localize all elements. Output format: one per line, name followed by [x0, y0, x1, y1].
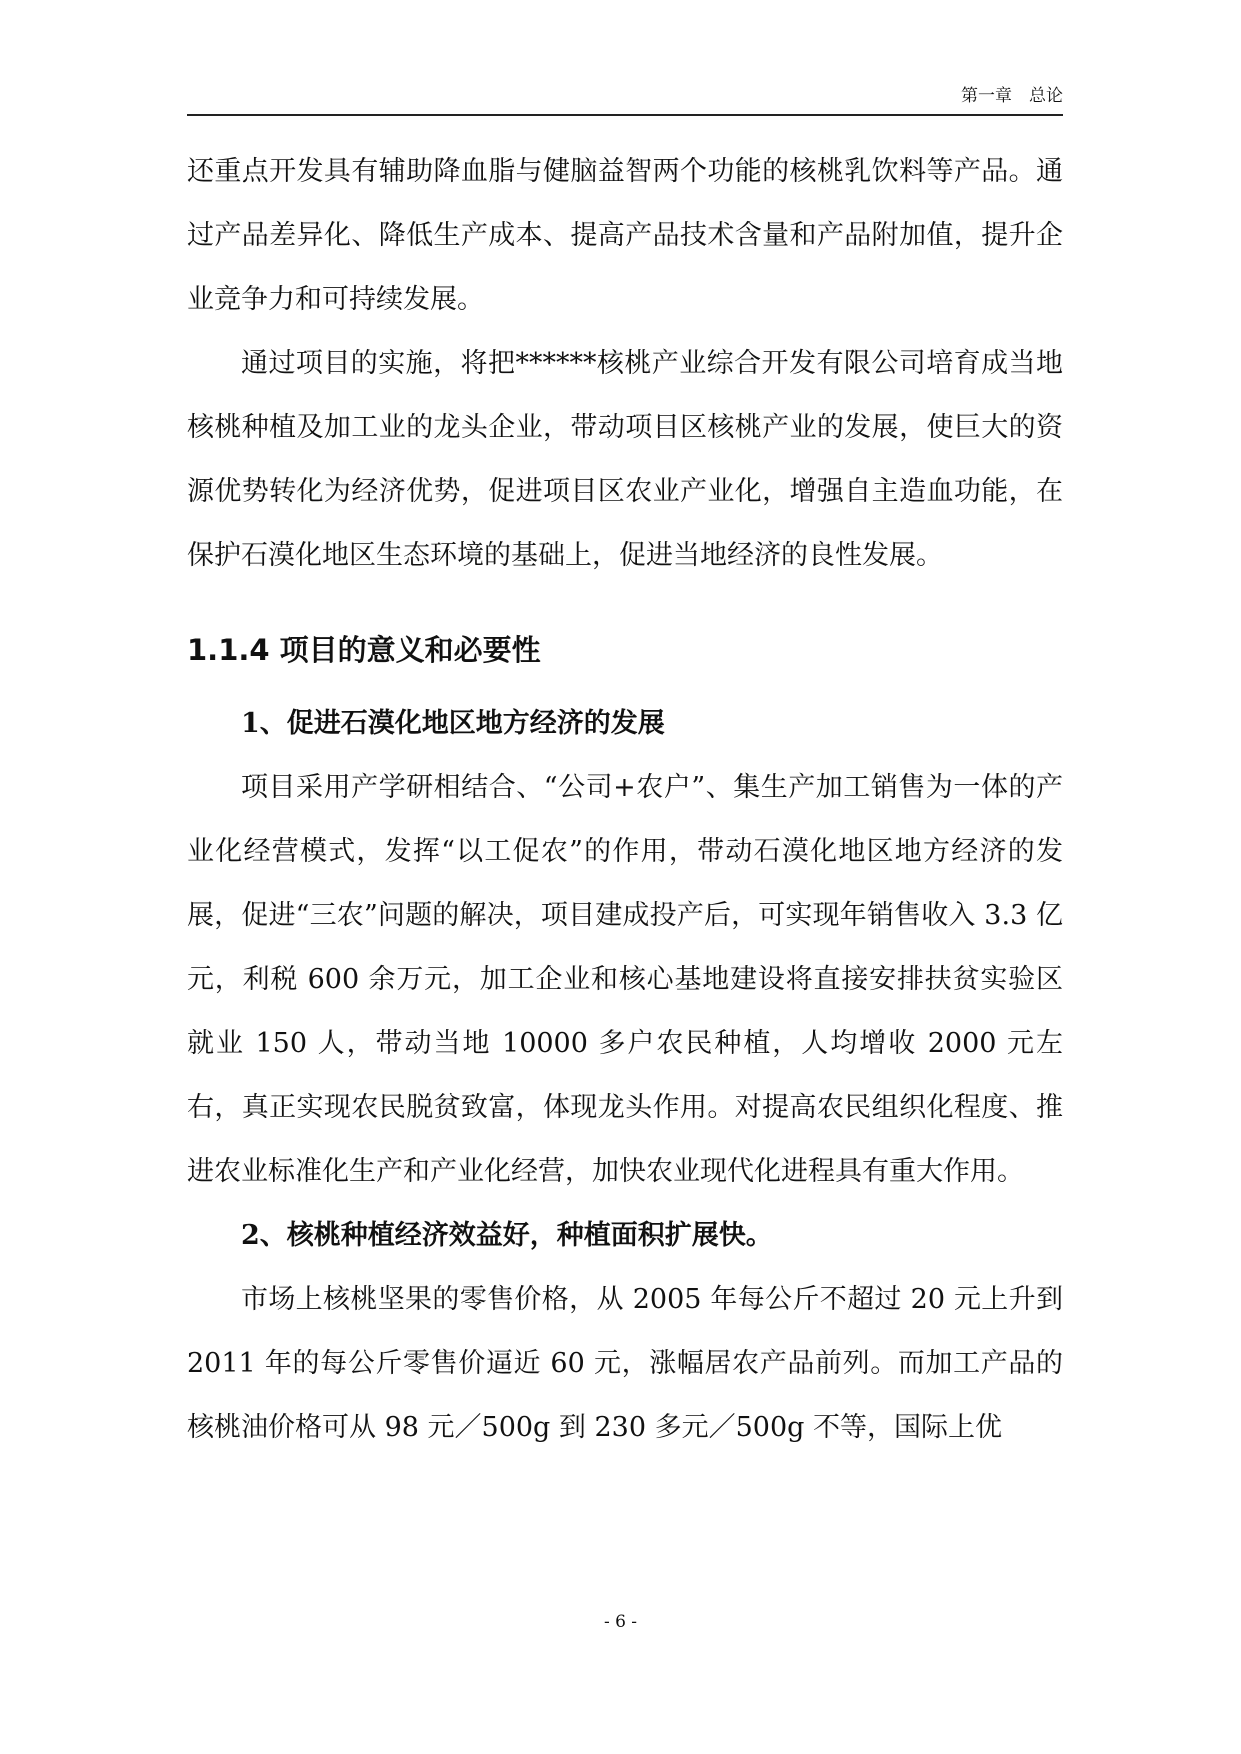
section-heading: 1.1.4 项目的意义和必要性	[187, 633, 541, 667]
subsection-heading: 2、核桃种植经济效益好，种植面积扩展快。	[241, 1220, 773, 1251]
paragraph: 市场上核桃坚果的零售价格，从 2005 年每公斤不超过 20 元上升到 2011 年的每公斤零售价逼近 60 元，涨幅居农产品前列。而加工产品的核桃油价格可从 98 元／500g 到 230 多元／500g 不等，国际上优	[187, 1284, 1063, 1443]
paragraph: 还重点开发具有辅助降血脂与健脑益智两个功能的核桃乳饮料等产品。通过产品差异化、降低生产成本、提高产品技术含量和产品附加值，提升企业竞争力和可持续发展。	[187, 156, 1063, 315]
page-header	[187, 86, 1063, 116]
subsection-heading: 1、促进石漠化地区地方经济的发展	[241, 708, 665, 739]
document-body	[187, 140, 1063, 1460]
page-number: - 6 -	[603, 1612, 638, 1632]
paragraph: 通过项目的实施，将把******核桃产业综合开发有限公司培育成当地核桃种植及加工业的龙头企业，带动项目区核桃产业的发展，使巨大的资源优势转化为经济优势，促进项目区农业产业化，增强自主造血功能，在保护石漠化地区生态环境的基础上，促进当地经济的良性发展。	[187, 348, 1063, 571]
paragraph: 项目采用产学研相结合、“公司+农户”、集生产加工销售为一体的产业化经营模式，发挥“以工促农”的作用，带动石漠化地区地方经济的发展，促进“三农”问题的解决，项目建成投产后，可实现年销售收入 3.3 亿元，利税 600 余万元，加工企业和核心基地建设将直接安排扶贫实验区就业 150 人，带动当地 10000 多户农民种植，人均增收 2000 元左右，真正实现农民脱贫致富，体现龙头作用。对提高农民组织化程度、推进农业标准化生产和产业化经营，加快农业现代化进程具有重大作用。	[187, 772, 1063, 1187]
chapter-title: 第一章 总论	[961, 86, 1063, 106]
